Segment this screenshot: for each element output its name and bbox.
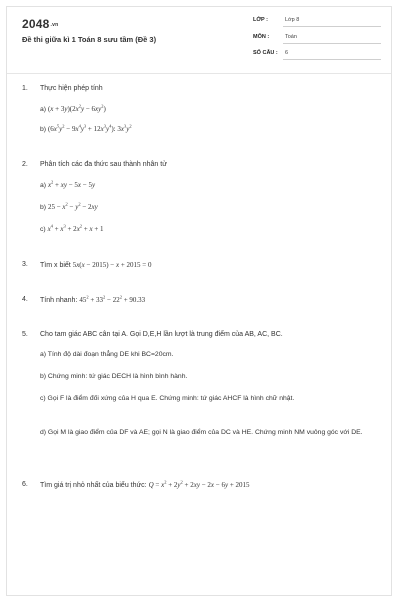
question-text: Tính nhanh: <box>40 297 80 304</box>
question-number: 2. <box>22 161 28 168</box>
question-number: 5. <box>22 331 28 338</box>
question-5-part-d: d) Gọi M là giao điểm của DF và AE; gọi N là giao điểm của DC và HE. Chứng minh NM vuông góc với DE. <box>40 429 363 436</box>
math-expression: 5x(x − 2015) − x + 2015 = 0 <box>72 261 152 269</box>
question-2-part-c: c) $x^4 + x^3 + 2x^2 + x + 1$ <box>40 223 104 233</box>
math-expression: $Q = x^2 + 2y^2 + 2xy - 2x - 6y + 2015$ <box>148 479 250 489</box>
question-number: 6. <box>22 481 28 488</box>
question-number: 4. <box>22 296 28 303</box>
question-5-part-b: b) Chứng minh: tứ giác DECH là hình bình hành. <box>40 373 188 380</box>
subject-label: MÔN : <box>253 34 270 40</box>
exam-header <box>7 7 391 73</box>
question-1-part-a: a) $(x + 3y)(2x^2y - 6xy^2)$ <box>40 103 106 113</box>
doc-title: Đề thi giữa kì 1 Toán 8 sưu tầm (Đề 3) <box>22 35 157 44</box>
math-expression: $(6x^5y^2 - 9x^4y^3 + 12x^3y^4)$: $3x^3y^2$ <box>47 123 132 133</box>
question-5-part-a: a) Tính độ dài đoạn thẳng DE khi BC=20cm. <box>40 351 174 358</box>
exam-page <box>6 6 392 596</box>
subject-underline <box>283 43 381 44</box>
subject-value: Toán <box>285 34 297 40</box>
class-value: Lớp 8 <box>285 17 300 23</box>
question-2-part-b: b) $25 - x^2 - y^2 - 2xy$ <box>40 201 98 211</box>
math-expression: $25 - x^2 - y^2 - 2xy$ <box>47 201 98 211</box>
question-text: Thực hiện phép tính <box>40 85 103 92</box>
math-expression: $x^4 + x^3 + 2x^2 + x + 1$ <box>47 223 104 233</box>
math-expression: $45^2 + 33^2 - 22^2 + 90.33$ <box>79 294 146 304</box>
header-divider <box>7 73 391 74</box>
class-underline <box>283 26 381 27</box>
question-2-part-a: a) $x^2$ + xy − 5x − 5y <box>40 179 96 189</box>
count-underline <box>283 59 381 60</box>
question-text: Cho tam giác ABC cân tại A. Gọi D,E,H lần lượt là trung điểm của AB, AC, BC. <box>40 331 283 338</box>
question-text: Tìm giá trị nhỏ nhất của biểu thức: <box>40 482 149 489</box>
question-text: Tìm x biết <box>40 262 73 269</box>
count-label: SỐ CÂU : <box>253 50 278 56</box>
math-expression: $x^2$ + xy − 5x − 5y <box>47 179 96 189</box>
question-number: 3. <box>22 261 28 268</box>
class-label: LỚP : <box>253 17 268 23</box>
question-number: 1. <box>22 85 28 92</box>
count-value: 6 <box>285 50 289 56</box>
question-1-part-b: b) $(6x^5y^2 - 9x^4y^3 + 12x^3y^4)$: $3x^3y^2$ <box>40 123 132 133</box>
math-expression: $(x + 3y)(2x^2y - 6xy^2)$ <box>47 103 106 113</box>
question-5-part-c: c) Gọi F là điểm đối xứng của H qua E. Chứng minh: tứ giác AHCF là hình chữ nhật. <box>40 395 295 402</box>
site-logo[interactable]: 2048.vn <box>22 17 59 31</box>
question-text: Phân tích các đa thức sau thành nhân tử <box>40 161 167 168</box>
